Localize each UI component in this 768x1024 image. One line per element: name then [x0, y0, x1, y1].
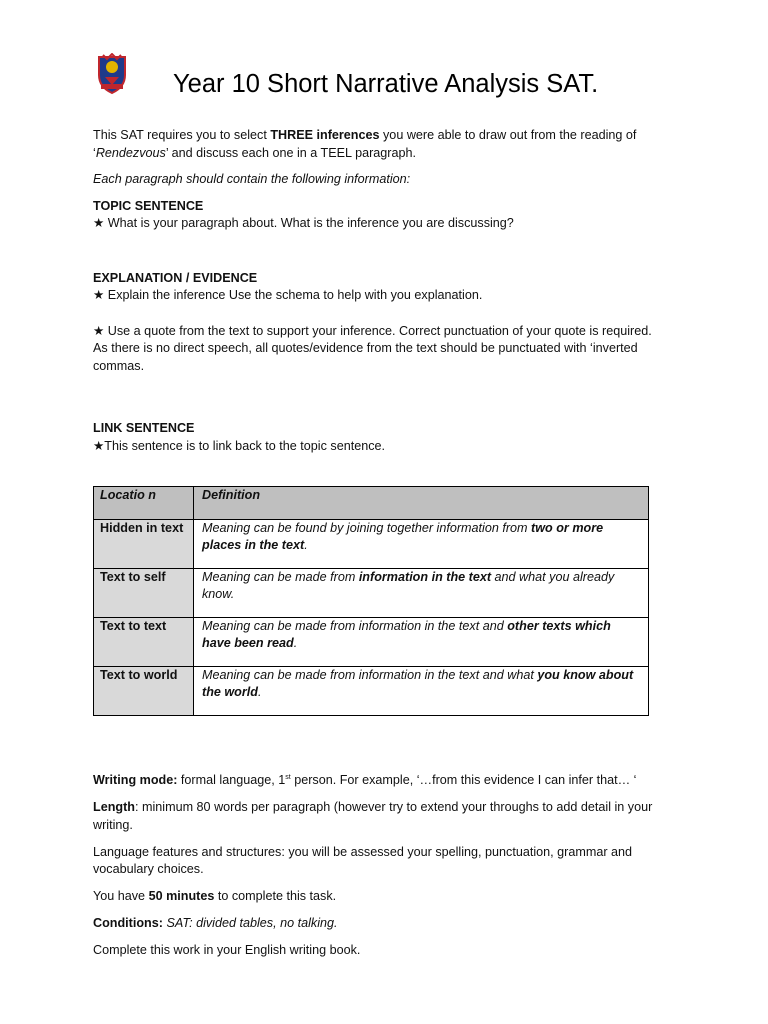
definition-emphasis: you know about the world	[202, 668, 634, 699]
instructions	[93, 127, 653, 455]
definition-text: Meaning can be found by joining together information from	[202, 521, 532, 535]
definition-emphasis: information in the text	[358, 570, 492, 584]
definition-text: and what you already know.	[202, 570, 615, 601]
definition-text: Meaning can be made from	[202, 570, 359, 584]
column-header-location: Locatio n	[94, 487, 194, 520]
writing-mode-text: person. For example, ‘…from this evidence I can infer that… ‘	[290, 773, 637, 787]
text-title: Rendezvous	[95, 145, 166, 160]
length-label: Length	[93, 800, 135, 814]
paragraph-requirements: Each paragraph should contain the following information:	[93, 172, 411, 186]
definition-text: .	[257, 684, 262, 699]
inference-location-table	[93, 486, 649, 716]
conditions-text: SAT: divided tables, no talking.	[162, 916, 338, 930]
time-value: 50 minutes	[148, 889, 215, 903]
table-row	[94, 618, 649, 667]
time-limit	[93, 888, 653, 906]
ordinal-suffix: st	[285, 773, 291, 781]
intro-emphasis: THREE inferences	[270, 128, 380, 142]
location-cell: Text to self	[94, 569, 194, 618]
intro-paragraph	[93, 127, 653, 162]
definition-text: .	[293, 635, 298, 650]
definition-text: Meaning can be made from information in the text and what	[202, 668, 538, 682]
definition-cell	[194, 618, 649, 667]
link-heading: LINK SENTENCE	[93, 421, 195, 435]
school-crest-logo	[95, 53, 129, 95]
definition-text: .	[304, 537, 308, 552]
table-row	[94, 520, 649, 569]
length-requirement	[93, 799, 653, 834]
page-title: Year 10 Short Narrative Analysis SAT.	[173, 70, 599, 98]
intro-text: This SAT requires you to select	[93, 128, 271, 142]
definition-emphasis: other texts which have been read	[202, 619, 611, 650]
explanation-heading: EXPLANATION / EVIDENCE	[93, 270, 258, 285]
topic-bullet: ★ What is your paragraph about. What is the inference you are discussing?	[93, 216, 514, 230]
definition-cell	[194, 569, 649, 618]
completion-note: Complete this work in your English writing book.	[93, 943, 361, 957]
conditions-label: Conditions:	[93, 916, 163, 930]
evidence-bullet: ★ Use a quote from the text to support your inference. Correct punctuation of your quote is required. As there is no direct speech, all quotes/evidence from the text should be punctuated with ‘inverted commas.	[93, 323, 652, 373]
language-requirement: Language features and structures: you will be assessed your spelling, punctuation, grammar and vocabulary choices.	[93, 844, 633, 876]
intro-text: ’ and discuss each one in a TEEL paragraph.	[165, 145, 416, 160]
link-bullet: ★This sentence is to link back to the topic sentence.	[93, 438, 386, 453]
table-row	[94, 667, 649, 716]
intro-text: you were able to draw out from the reading of	[379, 128, 637, 142]
definition-emphasis: two or more places in the text	[202, 521, 604, 552]
topic-heading: TOPIC SENTENCE	[93, 198, 204, 213]
definition-text: Meaning can be made from information in the text and	[202, 619, 508, 633]
table-header-row	[94, 487, 649, 520]
writing-mode	[93, 772, 653, 790]
column-header-definition: Definition	[194, 487, 649, 520]
conditions	[93, 915, 653, 933]
table-row	[94, 569, 649, 618]
task-details	[93, 772, 653, 969]
length-text: : minimum 80 words per paragraph (however try to extend your throughs to add detail in your writing.	[93, 800, 653, 832]
location-cell: Text to world	[94, 667, 194, 716]
explanation-bullet: ★ Explain the inference Use the schema to help with you explanation.	[93, 288, 483, 302]
writing-mode-text: formal language, 1	[177, 773, 286, 787]
location-cell: Hidden in text	[94, 520, 194, 569]
definition-cell	[194, 667, 649, 716]
time-text: You have	[93, 889, 149, 903]
intro-text: ‘	[93, 145, 96, 160]
time-text: to complete this task.	[214, 889, 337, 903]
writing-mode-label: Writing mode:	[93, 773, 178, 787]
definition-cell	[194, 520, 649, 569]
location-cell: Text to text	[94, 618, 194, 667]
